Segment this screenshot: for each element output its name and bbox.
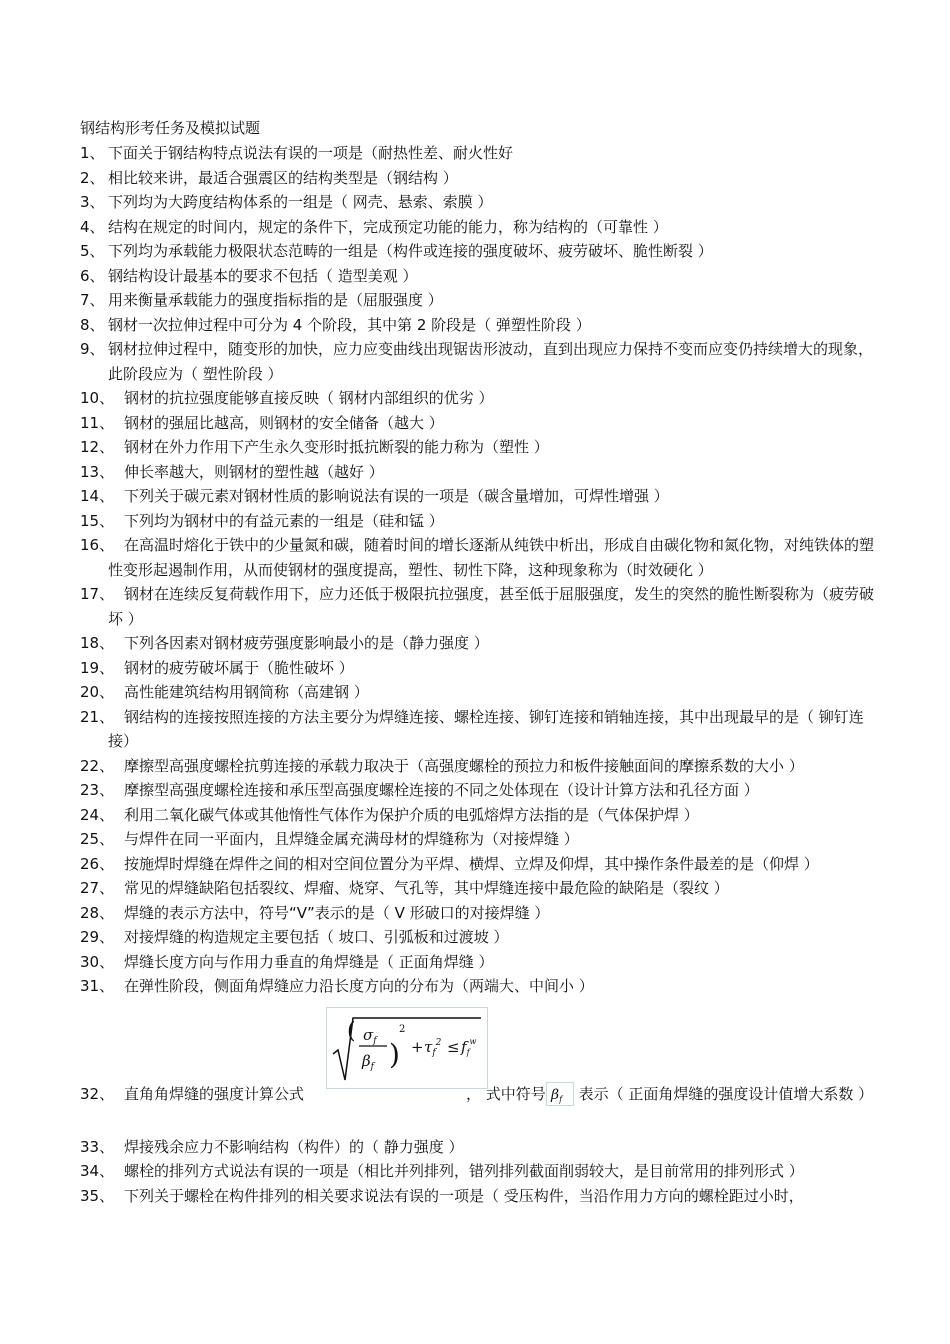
- question-text: 钢材的抗拉强度能够直接反映（ 钢材内部组织的优劣 ）: [124, 389, 494, 407]
- question-number: 6、: [80, 266, 105, 285]
- question-item-32: [0, 999, 950, 1135]
- question-text: 钢材拉伸过程中，随变形的加快，应力应变曲线出现锯齿形波动，直到出现应力保持不变而应变仍持续增大的现象，此阶段应为（ 塑性阶段 ）: [108, 340, 874, 383]
- question-text: 下列关于螺栓在构件排列的相关要求说法有误的一项是（ 受压构件，当沿作用力方向的螺栓距过小时，: [124, 1186, 804, 1205]
- question-text: 下列关于碳元素对钢材性质的影响说法有误的一项是（碳含量增加，可焊性增强 ）: [124, 487, 669, 505]
- question-text: 钢结构设计最基本的要求不包括（ 造型美观 ）: [108, 266, 418, 285]
- question-text: 按施焊时焊缝在焊件之间的相对空间位置分为平焊、横焊、立焊及仰焊，其中操作条件最差的是（仰焊 ）: [124, 854, 819, 873]
- question-text: 焊接残余应力不影响结构（构件）的（ 静力强度 ）: [124, 1137, 464, 1156]
- question-number: 27、: [80, 879, 115, 897]
- question-text: 相比较来讲，最适合强震区的结构类型是（钢结构 ）: [108, 168, 458, 187]
- paren-left: (: [347, 1018, 356, 1044]
- question-item: [0, 925, 950, 950]
- formula-trail-text: 表示（ 正面角焊缝的强度设计值增大系数 ）: [573, 1084, 874, 1103]
- question-number: 10、: [80, 389, 115, 407]
- document-title: 钢结构形考任务及模拟试题: [80, 119, 261, 137]
- svg-text:βf: $\beta_f$: [550, 1087, 562, 1104]
- question-number: 32、: [80, 1084, 115, 1103]
- question-text: 结构在规定的时间内，规定的条件下，完成预定功能的能力，称为结构的（可靠性 ）: [108, 217, 668, 236]
- question-number: 20、: [80, 683, 115, 701]
- question-list: [0, 141, 950, 1208]
- question-item: [0, 705, 950, 754]
- formula-image: [326, 1007, 488, 1089]
- question-text: 钢材在连续反复荷载作用下，应力还低于极限抗拉强度，甚至低于屈服强度，发生的突然的脆性断裂称为（疲劳破坏 ）: [108, 585, 875, 628]
- question-item: [0, 852, 950, 877]
- question-item: [0, 827, 950, 852]
- question-number: 1、: [80, 144, 105, 162]
- question-text: 钢材在外力作用下产生永久变形时抵抗断裂的能力称为（塑性 ）: [124, 438, 549, 456]
- beta-symbol-graphic: [547, 1083, 573, 1105]
- question-item: [0, 656, 950, 681]
- question-number: 24、: [80, 805, 115, 824]
- question-item: [0, 950, 950, 975]
- question-item: [0, 288, 950, 313]
- question-number: 5、: [80, 242, 105, 260]
- question-item: [0, 166, 950, 191]
- question-text: 钢材的疲劳破坏属于（脆性破坏 ）: [124, 658, 354, 677]
- question-text: 钢结构的连接按照连接的方法主要分为焊缝连接、螺栓连接、铆钉连接和销轴连接，其中出现最早的是（ 铆钉连接）: [108, 707, 864, 750]
- question-number: 34、: [80, 1162, 115, 1180]
- question-number: 15、: [80, 511, 115, 530]
- question-text: 下列均为承载能力极限状态范畴的一组是（构件或连接的强度破坏、疲劳破坏、脆性断裂 ）: [108, 242, 713, 260]
- question-item: [0, 190, 950, 215]
- question-number: 28、: [80, 903, 115, 922]
- question-number: 23、: [80, 781, 115, 799]
- question-text: 下面关于钢结构特点说法有误的一项是（耐热性差、耐火性好: [108, 144, 514, 162]
- question-number: 17、: [80, 585, 115, 603]
- plus-sign: +: [411, 1037, 424, 1056]
- question-item: [0, 484, 950, 509]
- question-item: [0, 386, 950, 411]
- formula-lead-text: 直角角焊缝的强度计算公式: [124, 1084, 305, 1103]
- question-number: 16、: [80, 536, 115, 554]
- question-text: 利用二氧化碳气体或其他惰性气体作为保护介质的电弧熔焊方法指的是（气体保护焊 ）: [124, 805, 699, 824]
- formula-middle-text: ， 式中符号: [466, 1084, 546, 1103]
- question-number: 35、: [80, 1186, 115, 1205]
- question-item: [0, 460, 950, 485]
- question-item: [0, 435, 950, 460]
- question-text: 下列各因素对钢材疲劳强度影响最小的是（静力强度 ）: [124, 634, 489, 652]
- question-text: 常见的焊缝缺陷包括裂纹、焊瘤、烧穿、气孔等，其中焊缝连接中最危险的缺陷是（裂纹 ）: [124, 879, 729, 897]
- question-number: 4、: [80, 217, 105, 236]
- question-number: 19、: [80, 658, 115, 677]
- leq-sign: ≤: [447, 1037, 460, 1056]
- question-number: 9、: [80, 340, 105, 358]
- question-item: [0, 264, 950, 289]
- question-text: 摩擦型高强度螺栓抗剪连接的承载力取决于（高强度螺栓的预拉力和板件接触面间的摩擦系数的大小 ）: [124, 756, 804, 775]
- question-number: 12、: [80, 438, 115, 456]
- question-number: 3、: [80, 193, 105, 211]
- question-item: [0, 974, 950, 999]
- question-item: [0, 141, 950, 166]
- exponent-2: 2: [399, 1023, 406, 1035]
- question-number: 8、: [80, 315, 105, 334]
- question-number: 26、: [80, 854, 115, 873]
- f-fw: $f_f^w$: [461, 1036, 477, 1057]
- question-text: 用来衡量承载能力的强度指标指的是（屈服强度 ）: [108, 291, 443, 309]
- question-number: 22、: [80, 756, 115, 775]
- question-item: [0, 533, 950, 582]
- question-text: 钢材一次拉伸过程中可分为 4 个阶段，其中第 2 阶段是（ 弹塑性阶段 ）: [108, 315, 591, 334]
- question-item: [0, 239, 950, 264]
- question-number: 2、: [80, 168, 105, 187]
- sigma-f: $\sigma_f$: [363, 1025, 377, 1046]
- question-text: 在高温时熔化于铁中的少量氮和碳，随着时间的增长逐渐从纯铁中析出，形成自由碳化物和氮化物，对纯铁体的塑性变形起遏制作用，从而使钢材的强度提高，塑性、韧性下降，这种现象称为（时效硬化 ）: [108, 536, 875, 579]
- beta-symbol-image: [546, 1082, 574, 1106]
- question-text: 钢材的强屈比越高，则钢材的安全储备（越大 ）: [124, 413, 444, 432]
- question-item: [0, 509, 950, 534]
- question-item: [0, 778, 950, 803]
- formula-graphic: [327, 1008, 487, 1088]
- question-item: [0, 803, 950, 828]
- paren-right: ): [389, 1037, 400, 1071]
- question-number: 33、: [80, 1137, 115, 1156]
- question-number: 25、: [80, 830, 115, 848]
- question-number: 30、: [80, 952, 115, 971]
- question-item: [0, 313, 950, 338]
- question-text: 焊缝长度方向与作用力垂直的角焊缝是（ 正面角焊缝 ）: [124, 952, 494, 971]
- question-number: 18、: [80, 634, 115, 652]
- question-text: 焊缝的表示方法中，符号“V”表示的是（ V 形破口的对接焊缝 ）: [124, 903, 550, 922]
- question-text: 伸长率越大，则钢材的塑性越（越好 ）: [124, 462, 384, 481]
- question-number: 31、: [80, 977, 115, 995]
- question-item: [0, 582, 950, 631]
- question-item: [0, 1184, 950, 1209]
- beta-f: $\beta_f$: [362, 1051, 375, 1072]
- question-item: [0, 680, 950, 705]
- question-item: [0, 1135, 950, 1160]
- question-text: 螺栓的排列方式说法有误的一项是（相比并列排列，错列排列截面削弱较大，是目前常用的排列形式 ）: [124, 1162, 804, 1180]
- question-number: 29、: [80, 928, 115, 946]
- question-item: [0, 754, 950, 779]
- question-number: 7、: [80, 291, 105, 309]
- question-text: 在弹性阶段，侧面角焊缝应力沿长度方向的分布为（两端大、中间小 ）: [124, 977, 594, 995]
- question-text: 与焊件在同一平面内，且焊缝金属充满母材的焊缝称为（对接焊缝 ）: [124, 830, 579, 848]
- question-number: 14、: [80, 487, 115, 505]
- question-item: [0, 876, 950, 901]
- question-number: 21、: [80, 707, 115, 726]
- question-text: 摩擦型高强度螺栓连接和承压型高强度螺栓连接的不同之处体现在（设计计算方法和孔径方面 ）: [124, 781, 759, 799]
- question-text: 下列均为钢材中的有益元素的一组是（硅和锰 ）: [124, 511, 444, 530]
- question-text: 高性能建筑结构用钢简称（高建钢 ）: [124, 683, 369, 701]
- tau-f: $\tau_f^2$: [424, 1037, 442, 1058]
- question-item: [0, 1159, 950, 1184]
- question-number: 13、: [80, 462, 115, 481]
- question-item: [0, 631, 950, 656]
- question-text-32: [124, 1082, 884, 1107]
- question-item: [0, 337, 950, 386]
- question-text: 对接焊缝的构造规定主要包括（ 坡口、引弧板和过渡坡 ）: [124, 928, 509, 946]
- question-number: 11、: [80, 413, 115, 432]
- question-item: [0, 411, 950, 436]
- question-text: 下列均为大跨度结构体系的一组是（ 网壳、悬索、索膜 ）: [108, 193, 493, 211]
- question-item: [0, 215, 950, 240]
- question-item: [0, 901, 950, 926]
